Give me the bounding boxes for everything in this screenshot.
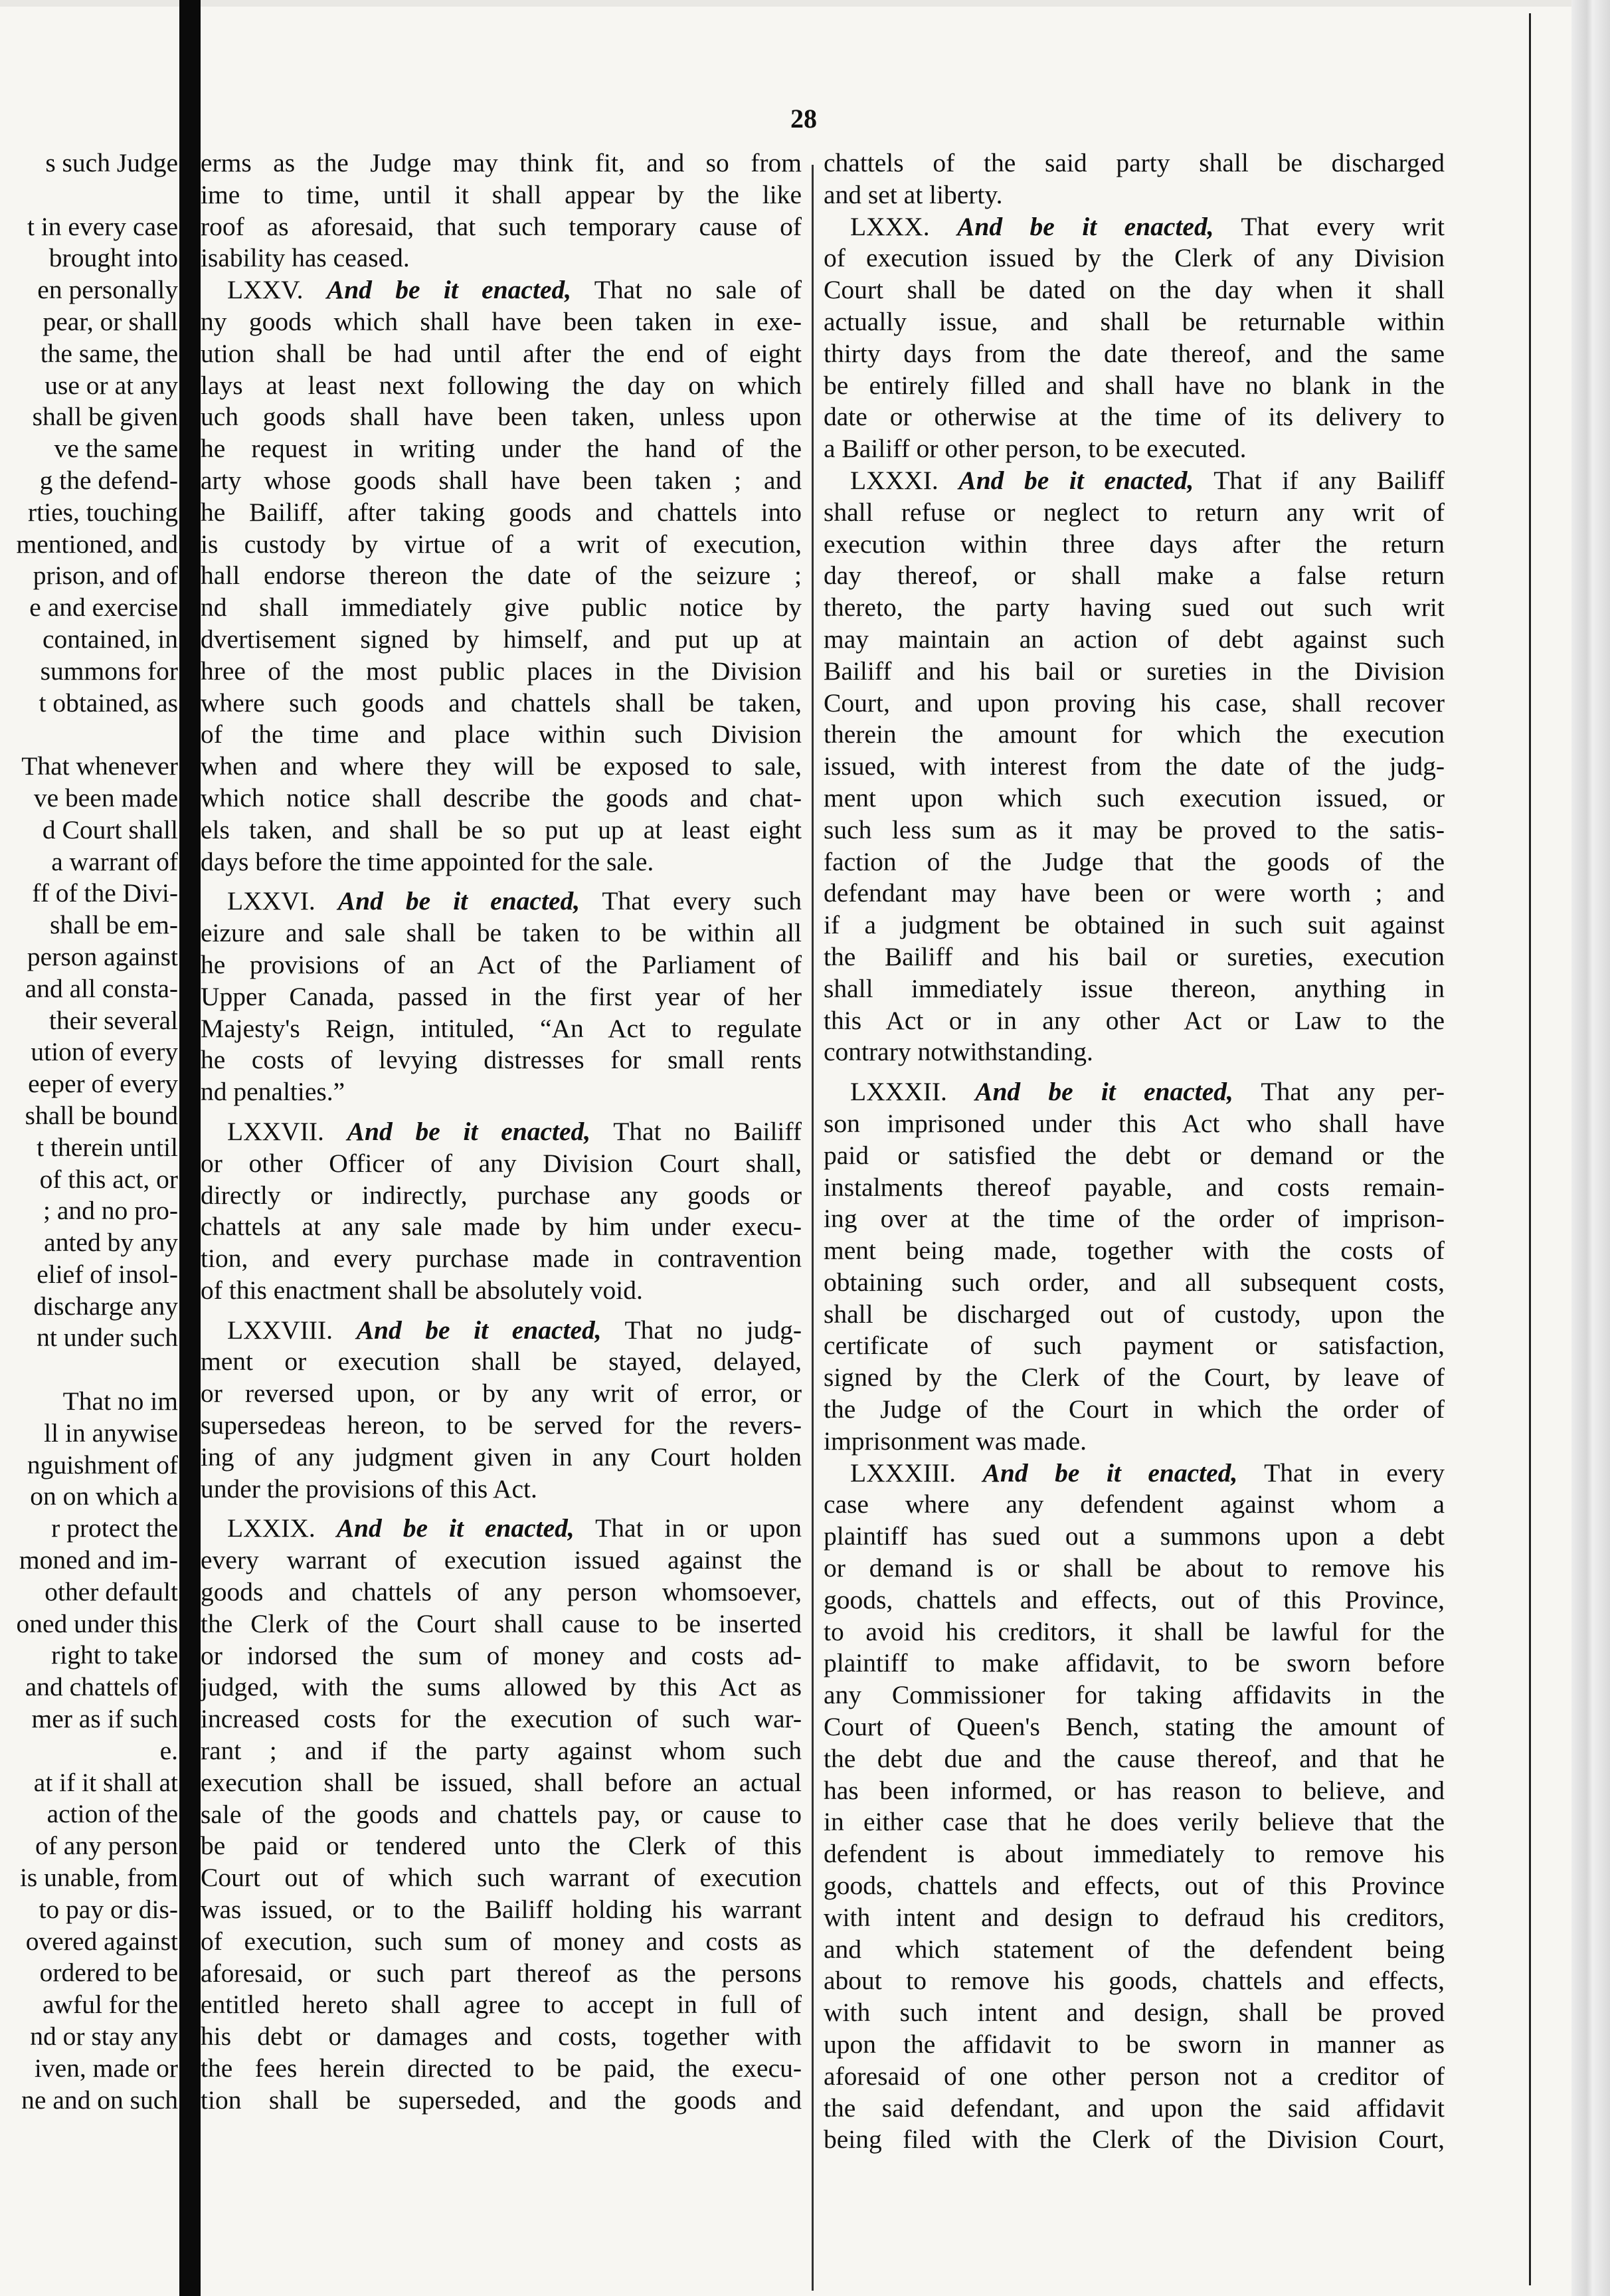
- section-number: LXXV.: [227, 275, 327, 305]
- text-line: of this enactment shall be absolutely void.: [201, 1275, 643, 1305]
- text-line: nd penalties.”: [201, 1077, 345, 1107]
- text-line: oned under this: [16, 1608, 178, 1638]
- text-line: en personally: [37, 275, 178, 305]
- text-line: is unable, from: [19, 1863, 178, 1893]
- text-line: eeper of every: [28, 1069, 178, 1099]
- text-line: nd shall immediately give public notice by: [201, 593, 802, 622]
- text-line: date or otherwise at the time of its delivery to: [824, 402, 1445, 432]
- section-number: LXXXI.: [850, 465, 959, 495]
- text-line: may maintain an action of debt against such: [824, 624, 1445, 654]
- column-divider: [812, 165, 814, 2291]
- text-line: arty whose goods shall have been taken ; and: [201, 465, 802, 495]
- text-line: therein the amount for which the execution: [824, 719, 1445, 749]
- text-line: [0, 719, 178, 751]
- text-line: ff of the Divi-: [32, 878, 178, 908]
- text-line: other default: [45, 1577, 178, 1606]
- text-line: Court out of which such warrant of execution: [201, 1863, 802, 1893]
- text-line: ve the same: [54, 434, 178, 464]
- text-line: days before the time appointed for the sale.: [201, 846, 654, 876]
- section-heading-line: [824, 1458, 1445, 1489]
- text-line: erms as the Judge may think fit, and so from: [201, 148, 802, 177]
- text-line: any Commissioner for taking affidavits in the: [824, 1680, 1445, 1710]
- section-text: That every such: [580, 886, 802, 916]
- text-line: with intent and design to defraud his creditors,: [824, 1902, 1445, 1932]
- text-line: the said defendant, and upon the said affidavit: [824, 2093, 1445, 2123]
- text-line: signed by the Clerk of the Court, by leave of: [824, 1363, 1445, 1392]
- text-line: such less sum as it may be proved to the satis-: [824, 814, 1445, 844]
- text-line: eizure and sale shall be taken to be within all: [201, 918, 802, 948]
- enacting-clause: And be it enacted,: [336, 1513, 575, 1543]
- text-line: anted by any: [44, 1228, 178, 1258]
- enacting-clause: And be it enacted,: [975, 1077, 1233, 1107]
- text-line: thereto, the party having sued out such writ: [824, 593, 1445, 622]
- section-text: That in or upon: [574, 1513, 802, 1543]
- text-line: be entirely filled and shall have no blank in the: [824, 370, 1445, 400]
- text-line: brought into: [48, 243, 178, 273]
- text-line: he costs of levying distresses for small rents: [201, 1045, 802, 1075]
- section-number: LXXVII.: [227, 1116, 347, 1146]
- text-line: nt under such: [37, 1323, 178, 1353]
- text-line: contained, in: [42, 624, 178, 654]
- page-edge-shadow: [1571, 0, 1610, 2296]
- text-line: and all consta-: [25, 973, 178, 1003]
- text-line: ution shall be had until after the end of eight: [201, 338, 802, 368]
- text-line: be paid or tendered unto the Clerk of this: [201, 1831, 802, 1861]
- text-line: when and where they will be exposed to sale,: [201, 751, 802, 781]
- text-line: the Clerk of the Court shall cause to be inserted: [201, 1608, 802, 1638]
- text-line: the same, the: [40, 338, 178, 368]
- section-text: That no Bailiff: [590, 1116, 802, 1146]
- text-line: ; and no pro-: [43, 1196, 178, 1226]
- text-line: use or at any: [45, 370, 178, 400]
- text-line: nd or stay any: [30, 2022, 178, 2052]
- text-line: Bailiff and his bail or sureties in the Division: [824, 656, 1445, 686]
- text-line: imprisonment was made.: [824, 1426, 1087, 1456]
- text-line: goods, chattels and effects, out of this Province,: [824, 1584, 1445, 1614]
- section-heading-line: [824, 465, 1445, 497]
- text-line: of this act, or: [39, 1164, 178, 1194]
- text-line: awful for the: [43, 1990, 178, 2020]
- text-line: sale of the goods and chattels pay, or cause to: [201, 1799, 802, 1829]
- text-line: shall be given: [32, 402, 178, 432]
- text-line: d Court shall: [42, 814, 178, 844]
- section-number: LXXXII.: [850, 1077, 976, 1107]
- text-line: entitled hereto shall agree to accept in full of: [201, 1990, 802, 2020]
- text-line: or demand is or shall be about to remove his: [824, 1553, 1445, 1583]
- text-line: nguishment of: [27, 1450, 178, 1480]
- text-line: the Bailiff and his bail or sureties, execution: [824, 941, 1445, 971]
- text-line: or indorsed the sum of money and costs ad-: [201, 1640, 802, 1670]
- text-line: in either case that he does verily believe that the: [824, 1807, 1445, 1837]
- text-line: directly or indirectly, purchase any goods or: [201, 1180, 802, 1210]
- section-text: That if any Bailiff: [1194, 465, 1445, 495]
- text-line: lays at least next following the day on which: [201, 370, 802, 400]
- text-line: ny goods which shall have been taken in exe-: [201, 306, 802, 336]
- text-line: the fees herein directed to be paid, the execu-: [201, 2054, 802, 2083]
- text-line: right to take: [51, 1640, 178, 1670]
- text-line: to avoid his creditors, it shall be lawful for the: [824, 1616, 1445, 1646]
- text-line: discharge any: [33, 1291, 178, 1321]
- text-line: of the time and place within such Division: [201, 719, 802, 749]
- text-line: was issued, or to the Bailiff holding his warrant: [201, 1895, 802, 1925]
- text-line: shall immediately issue thereon, anything in: [824, 973, 1445, 1003]
- text-line: Court, and upon proving his case, shall recover: [824, 688, 1445, 718]
- text-line: els taken, and shall be so put up at least eight: [201, 814, 802, 844]
- text-line: ne and on such: [21, 2085, 178, 2115]
- text-line: paid or satisfied the debt or demand or the: [824, 1140, 1445, 1170]
- text-line: e and exercise: [29, 593, 178, 622]
- text-line: and which statement of the defendent being: [824, 1934, 1445, 1964]
- right-margin-rule: [1529, 13, 1531, 2285]
- text-line: ing of any judgment given in any Court holden: [201, 1442, 802, 1472]
- text-line: of execution, such sum of money and costs as: [201, 1926, 802, 1956]
- text-line: he Bailiff, after taking goods and chattels into: [201, 497, 802, 527]
- text-line: plaintiff has sued out a summons upon a debt: [824, 1521, 1445, 1551]
- text-line: upon the affidavit to be sworn in manner as: [824, 2030, 1445, 2059]
- enacting-clause: And be it enacted,: [347, 1116, 591, 1146]
- text-line: is custody by virtue of a writ of execution,: [201, 529, 802, 559]
- text-line: e.: [159, 1735, 178, 1765]
- text-line: execution within three days after the return: [824, 529, 1445, 559]
- text-line: Court shall be dated on the day when it shall: [824, 275, 1445, 305]
- text-line: shall refuse or neglect to return any writ of: [824, 497, 1445, 527]
- text-line: ment being made, together with the costs of: [824, 1236, 1445, 1266]
- text-line: isability has ceased.: [201, 243, 410, 273]
- text-line: defendent is about immediately to remove his: [824, 1839, 1445, 1869]
- text-line: shall be discharged out of custody, upon the: [824, 1299, 1445, 1329]
- text-line: tion, and every purchase made in contravention: [201, 1244, 802, 1274]
- text-line: aforesaid, or such part thereof as the persons: [201, 1958, 802, 1988]
- text-line: this Act or in any other Act or Law to the: [824, 1005, 1445, 1035]
- text-line: has been informed, or has reason to believe, and: [824, 1775, 1445, 1805]
- text-line: That whenever: [21, 751, 178, 781]
- text-line: person against: [27, 941, 178, 971]
- section-number: LXXIX.: [227, 1513, 337, 1543]
- text-line: he provisions of an Act of the Parliament of: [201, 949, 802, 979]
- text-line: at if it shall at: [33, 1767, 178, 1797]
- text-line: supersedeas hereon, to be served for the revers-: [201, 1410, 802, 1440]
- binding-gutter: [179, 0, 201, 2296]
- text-line: ution of every: [31, 1037, 178, 1067]
- text-line: pear, or shall: [43, 306, 178, 336]
- text-line: where such goods and chattels shall be taken,: [201, 688, 802, 718]
- text-line: every warrant of execution issued against the: [201, 1545, 802, 1575]
- section-number: LXXX.: [850, 211, 958, 241]
- page-top-edge: [0, 0, 1610, 7]
- text-line: son imprisoned under this Act who shall have: [824, 1108, 1445, 1138]
- text-line: ment upon which such execution issued, or: [824, 783, 1445, 813]
- text-line: shall be bound: [25, 1100, 178, 1130]
- text-line: action of the: [46, 1799, 178, 1829]
- text-line: and set at liberty.: [824, 179, 1003, 209]
- text-line: Upper Canada, passed in the first year of her: [201, 981, 802, 1011]
- text-line: hree of the most public places in the Division: [201, 656, 802, 686]
- text-line: issued, with interest from the date of the judg-: [824, 751, 1445, 781]
- text-line: prison, and of: [33, 561, 178, 591]
- section-text: That no judg-: [601, 1315, 802, 1345]
- text-line: Majesty's Reign, intituled, “An Act to regulate: [201, 1013, 802, 1043]
- text-line: their several: [48, 1005, 178, 1035]
- text-line: t obtained, as: [39, 688, 178, 718]
- section-number: LXXVI.: [227, 886, 338, 916]
- section-text: That any per-: [1233, 1077, 1445, 1107]
- text-line: tion shall be superseded, and the goods and: [201, 2085, 802, 2115]
- text-line: he request in writing under the hand of the: [201, 434, 802, 464]
- section-heading-line: [201, 274, 802, 306]
- text-line: dvertisement signed by himself, and put up at: [201, 624, 802, 654]
- text-line: uch goods shall have been taken, unless upon: [201, 402, 802, 432]
- text-line: ment or execution shall be stayed, delayed,: [201, 1347, 802, 1377]
- text-line: of execution issued by the Clerk of any Division: [824, 243, 1445, 273]
- text-line: the Judge of the Court in which the order of: [824, 1394, 1445, 1424]
- text-line: chattels at any sale made by him under execu-: [201, 1212, 802, 1242]
- section-number: LXXXIII.: [850, 1458, 983, 1487]
- section-heading-line: [824, 211, 1445, 243]
- text-line: which notice shall describe the goods and chat-: [201, 783, 802, 813]
- enacting-clause: And be it enacted,: [337, 886, 581, 916]
- text-line: faction of the Judge that the goods of the: [824, 846, 1445, 876]
- text-line: his debt or damages and costs, together with: [201, 2022, 802, 2052]
- text-line: iven, made or: [34, 2053, 178, 2083]
- text-line: chattels of the said party shall be discharged: [824, 148, 1445, 177]
- text-line: [0, 1354, 178, 1386]
- text-line: execution shall be issued, shall before an actual: [201, 1767, 802, 1797]
- text-line: mer as if such: [31, 1704, 178, 1734]
- text-line: actually issue, and shall be returnable within: [824, 306, 1445, 336]
- text-line: That no im: [62, 1387, 178, 1416]
- text-line: ll in anywise: [44, 1418, 178, 1448]
- text-line: certificate of such payment or satisfaction,: [824, 1331, 1445, 1361]
- text-line: with such intent and design, shall be proved: [824, 1998, 1445, 2028]
- text-line: hall endorse thereon the date of the seizure ;: [201, 561, 802, 591]
- text-line: defendant may have been or were worth ; and: [824, 878, 1445, 908]
- text-line: [0, 179, 178, 211]
- text-line: obtaining such order, and all subsequent costs,: [824, 1267, 1445, 1297]
- text-line: Court of Queen's Bench, stating the amount of: [824, 1712, 1445, 1742]
- text-line: day thereof, or shall make a false return: [824, 561, 1445, 591]
- text-line: rties, touching: [28, 497, 178, 527]
- text-line: thirty days from the date thereof, and the same: [824, 338, 1445, 368]
- text-line: case where any defendent against whom a: [824, 1489, 1445, 1519]
- text-line: being filed with the Clerk of the Division Court,: [824, 2125, 1445, 2154]
- enacting-clause: And be it enacted,: [982, 1458, 1238, 1487]
- text-line: of any person: [35, 1831, 178, 1861]
- text-line: under the provisions of this Act.: [201, 1474, 537, 1503]
- middle-column: [201, 147, 802, 2117]
- page-number: 28: [790, 104, 817, 134]
- text-line: a warrant of: [51, 846, 178, 876]
- text-line: ve been made: [33, 783, 178, 813]
- left-column-fragment: [0, 147, 178, 2116]
- section-heading-line: [201, 1116, 802, 1148]
- text-line: to pay or dis-: [39, 1894, 178, 1924]
- text-line: on on which a: [30, 1482, 178, 1511]
- text-line: r protect the: [51, 1513, 178, 1543]
- text-line: or reversed upon, or by any writ of error, or: [201, 1379, 802, 1408]
- text-line: a Bailiff or other person, to be executed.: [824, 434, 1247, 464]
- text-line: aforesaid of one other person not a creditor of: [824, 2061, 1445, 2091]
- text-line: and chattels of: [25, 1672, 178, 1702]
- text-line: plaintiff to make affidavit, to be sworn before: [824, 1648, 1445, 1678]
- text-line: overed against: [25, 1926, 178, 1956]
- text-line: ing over at the time of the order of imprison-: [824, 1204, 1445, 1234]
- text-line: ordered to be: [39, 1958, 178, 1988]
- enacting-clause: And be it enacted,: [356, 1315, 602, 1345]
- section-heading-line: [824, 1076, 1445, 1108]
- text-line: rant ; and if the party against whom such: [201, 1736, 802, 1766]
- section-heading-line: [201, 1315, 802, 1347]
- text-line: t therein until: [37, 1132, 178, 1162]
- text-line: increased costs for the execution of such war-: [201, 1704, 802, 1734]
- text-line: instalments thereof payable, and costs remain-: [824, 1172, 1445, 1202]
- enacting-clause: And be it enacted,: [957, 211, 1214, 241]
- text-line: elief of insol-: [37, 1259, 178, 1289]
- text-line: the debt due and the cause thereof, and that he: [824, 1743, 1445, 1773]
- text-line: shall be em-: [49, 910, 178, 940]
- text-line: summons for: [40, 656, 178, 686]
- section-heading-line: [201, 886, 802, 917]
- section-number: LXXVIII.: [227, 1315, 357, 1345]
- text-line: mentioned, and: [16, 529, 178, 559]
- text-line: moned and im-: [19, 1545, 178, 1575]
- text-line: about to remove his goods, chattels and effects,: [824, 1966, 1445, 1996]
- text-line: contrary notwithstanding.: [824, 1037, 1093, 1067]
- enacting-clause: And be it enacted,: [958, 465, 1194, 495]
- text-line: or other Officer of any Division Court shall,: [201, 1148, 802, 1178]
- text-line: goods and chattels of any person whomsoever,: [201, 1577, 802, 1607]
- section-heading-line: [201, 1513, 802, 1545]
- text-line: s such Judge: [45, 148, 178, 177]
- text-line: goods, chattels and effects, out of this Province: [824, 1871, 1445, 1901]
- text-line: judged, with the sums allowed by this Act as: [201, 1672, 802, 1702]
- text-line: roof as aforesaid, that such temporary cause of: [201, 211, 802, 241]
- text-line: ime to time, until it shall appear by the like: [201, 179, 802, 209]
- text-line: g the defend-: [39, 465, 178, 495]
- text-line: t in every case: [27, 211, 178, 241]
- section-text: That in every: [1237, 1458, 1445, 1487]
- enacting-clause: And be it enacted,: [326, 275, 572, 305]
- section-text: That no sale of: [571, 275, 802, 305]
- text-line: if a judgment be obtained in such suit against: [824, 910, 1445, 940]
- section-text: That every writ: [1213, 211, 1445, 241]
- right-column: [824, 147, 1445, 2156]
